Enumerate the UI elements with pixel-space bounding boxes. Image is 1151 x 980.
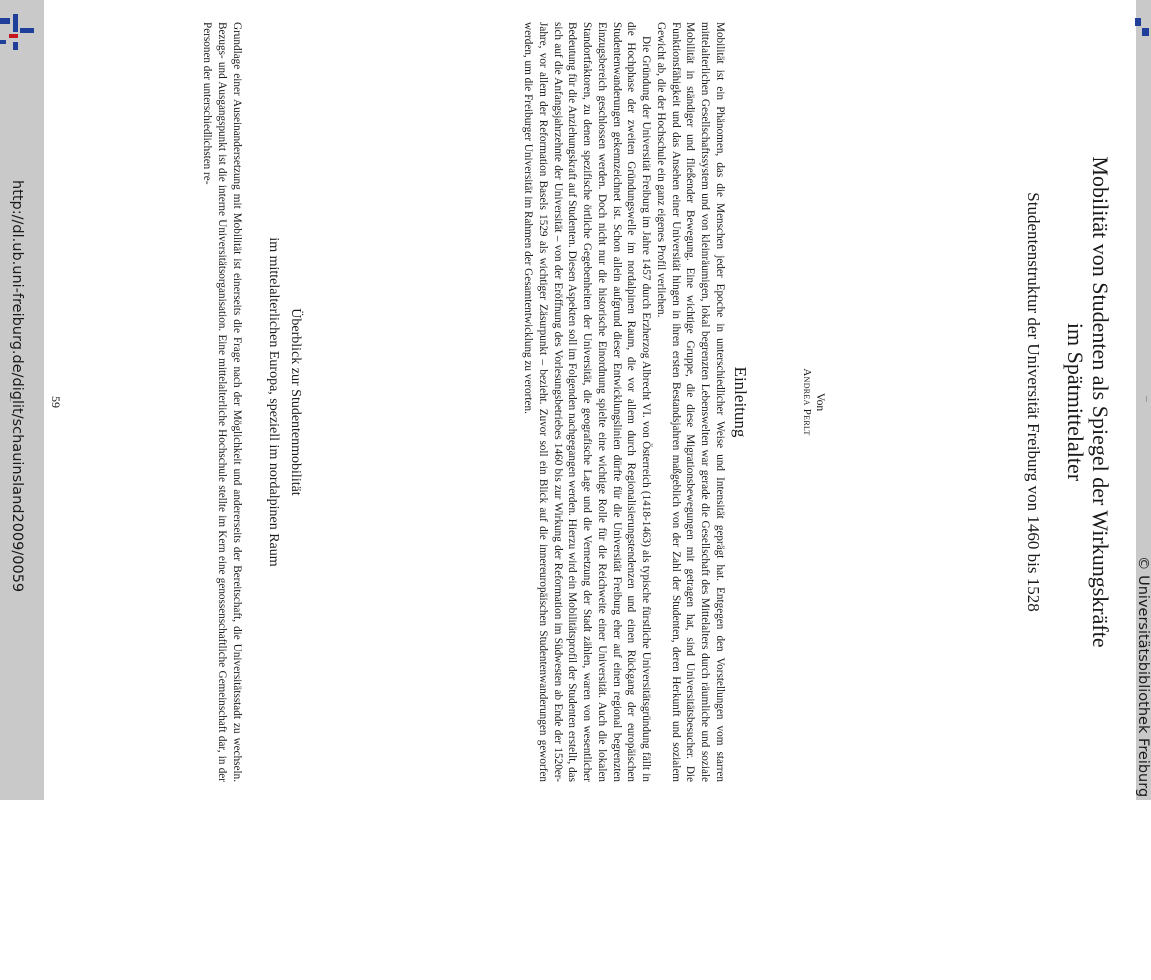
article-title (1063, 22, 1113, 782)
section-2-body (200, 22, 244, 782)
paragraph: Grundlage einer Auseinandersetzung mit Mobilität ist einerseits die Frage nach der Möglichkeit und andererseits der Bereitschaft, die Universitätsstadt zu wechseln. Bezugs- und Ausgangspunkt ist die interne Universitätsorganisation. Eine mittelalterliche Hochschule stellte im Kern eine genossenschaftliche Gemeinschaft dar, in der Personen der unterschiedlichsten re- (201, 22, 243, 782)
paragraph: Mobilität ist ein Phänomen, das die Menschen jeder Epoche in unterschiedlicher Weise und Intensität geprägt hat. Entgegen den Vorstellungen vom starren mittelalterlichen Gesellschaftssystem und von kleinräumigen, lokal begrenzten Lebenswelten war gerade die Gesellschaft des Mittelalters durch räumliche und soziale Mobilität in ständiger und fließender Bewegung. Eine wichtige Gruppe, die diese Migrationsbewegungen mit getragen hat, sind Universitätsbesucher. Die Funktionsfähigkeit und das Ansehen einer Universität hingen in ihren ersten Bestandsjahren maßgeblich von der Zahl der Studenten, deren Herkunft und sozialem Gewicht ab, die der Hochschule ein ganz eigenes Profil verliehen. (655, 22, 726, 782)
heading-line-1: Überblick zur Studentenmobilität (288, 308, 303, 496)
source-url-text[interactable]: http://dl.ub.uni-freiburg.de/diglit/schauinsland2009/0059 (9, 180, 25, 593)
rotated-page-content (23, 22, 1113, 782)
margin-tick (1146, 396, 1147, 402)
copyright-text-right: © Universitätsbibliothek Freiburg (1135, 556, 1151, 798)
title-line-2: im Spätmittelalter (1063, 322, 1088, 482)
section-1-body (521, 22, 728, 782)
section-heading-ueberblick (262, 22, 306, 782)
heading-line-2: im mittelalterlichen Europa, speziell im nordalpinen Raum (266, 237, 281, 567)
section-heading-einleitung: Einleitung (731, 366, 750, 438)
title-line-1: Mobilität von Studenten als Spiegel der Wirkungskräfte (1088, 156, 1113, 648)
article-subtitle: Studentenstruktur der Universität Freiburg von 1460 bis 1528 (1024, 192, 1043, 612)
paragraph: Die Gründung der Universität Freiburg im Jahre 1457 durch Erzherzog Albrecht VI. von Österreich (1418-1463) als typische fürstliche Universitätsgründung fällt in die Hochphase der zweiten Gründungswelle im nordalpinen Raum, die vor allem durch Regionalisierungstendenzen und einen Rückgang der europäischen Studentenwanderungen gekennzeichnet ist. Schon allein aufgrund dieser Entwicklungslinien dürfte für die Universität Freiburg eher auf einen regional begrenzten Einzugsbereich geschlossen werden. Doch nicht nur die historische Einordnung spielte eine wichtige Rolle für die Reichweite einer Universität. Auch die lokalen Standortfaktoren, zu denen spezifische örtliche Gegebenheiten der Universität, die geografische Lage und die Vernetzung der Stadt zählen, waren von wesentlicher Bedeutung für die Anziehungskraft auf Studenten. Diesen Aspekten soll im Folgenden nachgegangen werden. Hierzu wird ein Mobilitätsprofil der Studenten erstellt, das sich auf die Anfangsjahrzehnte der Universität – von der Eröffnung des Vorlesungsbetriebes 1460 bis zur Wirkung der Reformation im Südwesten ab Ende der 1520er-Jahre, vor allem der Reformation Basels 1529 als wichtiger Zäsurpunkt – bezieht. Zuvor soll ein Blick auf die innereuropäischen Studentenwanderungen geworfen werden, um die Freiburger Universität im Rahmen der Gesamtentwicklung zu verorten. (522, 22, 653, 782)
copyright-text-left (0, 560, 1, 801)
author-name: Andrea Perlt (801, 368, 813, 436)
page-number: 59 (49, 396, 63, 408)
library-logo-icon-right (1135, 18, 1149, 38)
byline-von: Von (814, 392, 826, 412)
